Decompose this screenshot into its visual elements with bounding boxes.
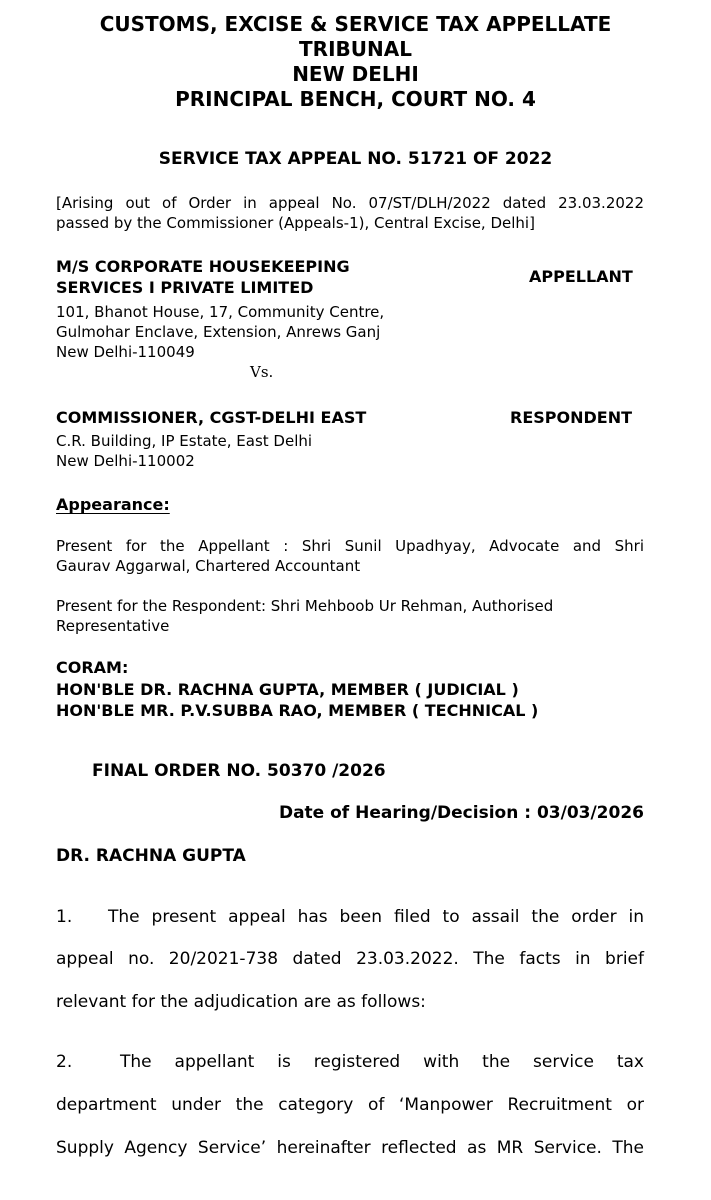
appellant-address-line3: New Delhi-110049 [56,343,195,361]
coram-member1: HON'BLE DR. RACHNA GUPTA, MEMBER ( JUDICIAL ) [56,680,519,699]
appellant-address-line1: 101, Bhanot House, 17, Community Centre, [56,303,385,321]
appellant-address-line2: Gulmohar Enclave, Extension, Anrews Ganj [56,323,381,341]
appearance-respondent-line2: Representative [56,617,170,635]
respondent-address-line2: New Delhi-110002 [56,452,195,470]
coram-member2: HON'BLE MR. P.V.SUBBA RAO, MEMBER ( TECHNICAL ) [56,701,539,720]
respondent-address-line1: C.R. Building, IP Estate, East Delhi [56,432,313,450]
date-of-hearing: Date of Hearing/Decision : 03/03/2026 [278,803,644,823]
paragraph-1-line2: appeal no. 20/2021-738 dated 23.03.2022. The facts in brief [56,949,644,969]
order-author: DR. RACHNA GUPTA [56,846,246,866]
paragraph-1-line1: The present appeal has been filed to assail the order in [108,907,644,927]
paragraph-2-number: 2. [56,1052,73,1072]
paragraph-2-line1: The appellant is registered with the service tax [120,1052,644,1072]
appearance-respondent-line1: Present for the Respondent: Shri Mehboob Ur Rehman, Authorised [56,597,554,615]
tribunal-name-line2: TRIBUNAL [299,37,412,61]
appearance-heading: Appearance: [56,495,170,514]
appellant-role: APPELLANT [529,267,633,286]
arising-line1: [Arising out of Order in appeal No. 07/ST/DLH/2022 dated 23.03.2022 [56,194,644,212]
tribunal-location: NEW DELHI [292,62,419,86]
respondent-role: RESPONDENT [510,408,633,427]
appearance-appellant-line2: Gaurav Aggarwal, Chartered Accountant [56,557,361,575]
arising-line2: passed by the Commissioner (Appeals-1), Central Excise, Delhi] [56,214,535,232]
appeal-title: SERVICE TAX APPEAL NO. 51721 OF 2022 [158,149,553,169]
paragraph-1-line3: relevant for the adjudication are as follows: [56,992,426,1012]
bench-court: PRINCIPAL BENCH, COURT NO. 4 [175,87,536,111]
paragraph-2-line2: department under the category of ‘Manpower Recruitment or [56,1095,644,1115]
coram-heading: CORAM: [56,658,129,677]
respondent-name: COMMISSIONER, CGST-DELHI EAST [56,408,367,427]
paragraph-1-number: 1. [56,907,73,927]
final-order-number: FINAL ORDER NO. 50370 /2026 [92,761,386,781]
versus-label: Vs. [250,363,274,381]
appellant-name-line1: M/S CORPORATE HOUSEKEEPING [56,257,350,276]
appellant-name-line2: SERVICES I PRIVATE LIMITED [56,278,314,297]
paragraph-2-line3: Supply Agency Service’ hereinafter reflected as MR Service. The [56,1138,644,1158]
tribunal-name-line1: CUSTOMS, EXCISE & SERVICE TAX APPELLATE [99,12,612,36]
appearance-appellant-line1: Present for the Appellant : Shri Sunil Upadhyay, Advocate and Shri [56,537,644,555]
